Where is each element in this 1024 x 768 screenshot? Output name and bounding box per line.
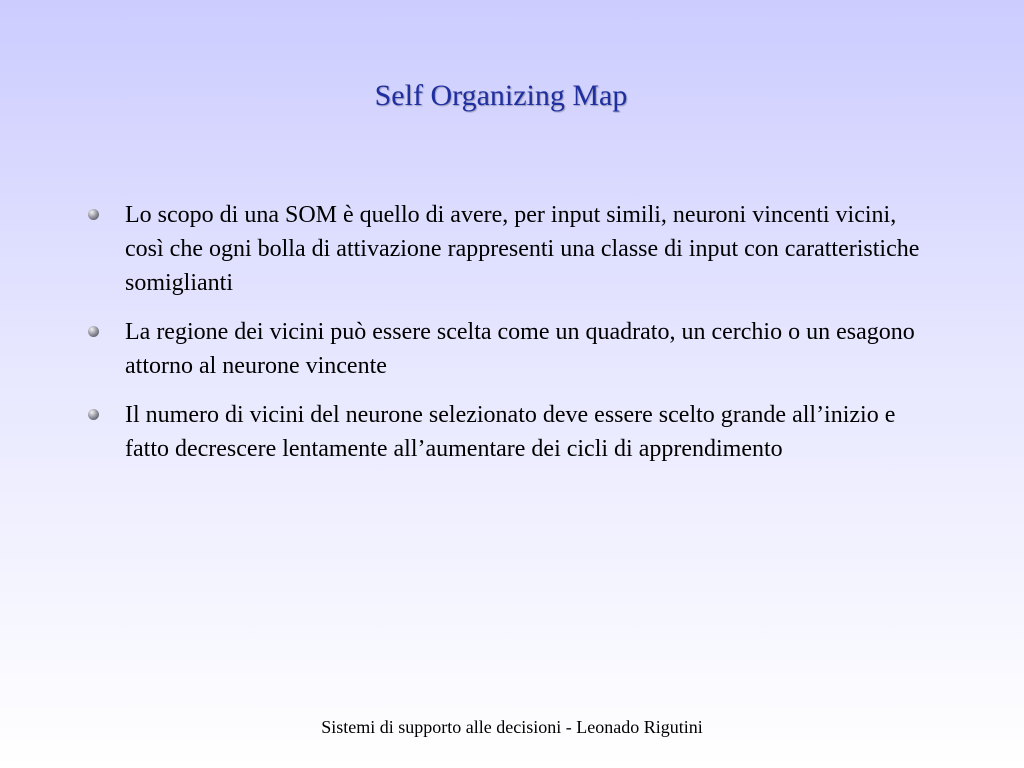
slide-title: Self Organizing Map: [374, 79, 628, 112]
bullet-list: [88, 198, 938, 481]
footer: Sistemi di supporto alle decisioni - Leonado Rigutini: [321, 717, 703, 737]
bullet-text: Lo scopo di una SOM è quello di avere, per input simili, neuroni vincenti vicini, così che ogni bolla di attivazione rappresenti una classe di input con caratteristiche somiglianti: [125, 202, 920, 296]
bullet-dot-icon: [88, 209, 99, 220]
bullet-dot-icon: [88, 326, 99, 337]
bullet-dot-icon: [88, 409, 99, 420]
bullet-item: [88, 398, 938, 466]
bullet-item: [88, 198, 938, 300]
bullet-item: [88, 315, 938, 383]
bullet-text: La regione dei vicini può essere scelta come un quadrato, un cerchio o un esagono attorno al neurone vincente: [125, 319, 915, 379]
bullet-text: Il numero di vicini del neurone selezionato deve essere scelto grande all’inizio e fatto decrescere lentamente all’aumentare dei cicli di apprendimento: [125, 402, 896, 462]
